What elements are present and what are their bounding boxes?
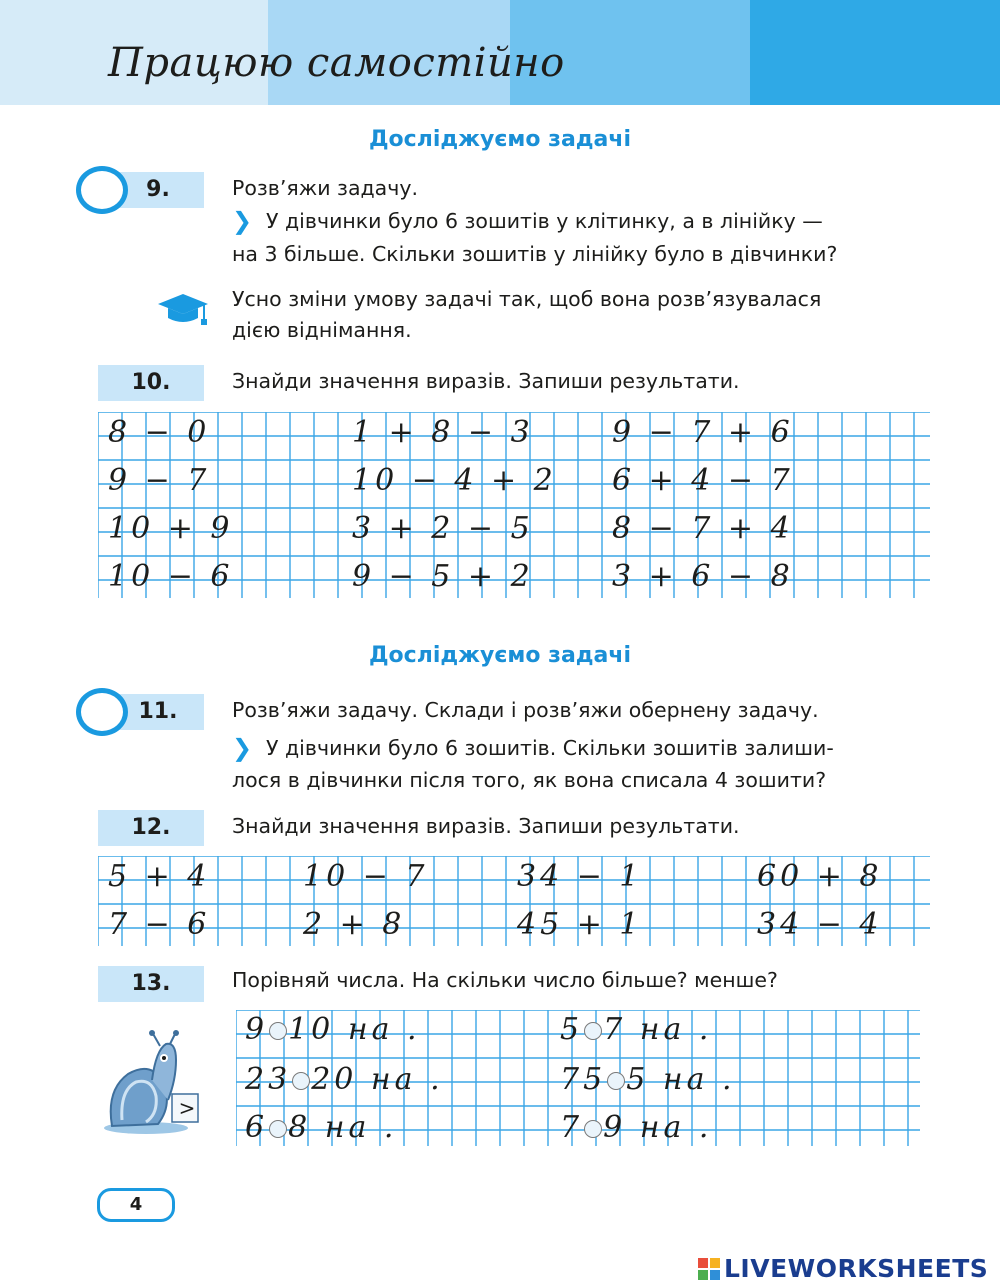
exercise-9-circle-icon bbox=[76, 166, 128, 214]
snail-mascot-icon bbox=[102, 1030, 202, 1136]
compare-row bbox=[560, 1062, 736, 1097]
ex12-expr: 5 + 4 bbox=[108, 859, 211, 894]
compare-suffix: на . bbox=[370, 1062, 444, 1097]
compare-right-number: 8 bbox=[288, 1110, 312, 1145]
liveworksheets-logo-icon bbox=[698, 1258, 720, 1280]
compare-right-number: 5 bbox=[626, 1062, 650, 1097]
exercise-11-line-1: Розв’яжи задачу. Склади і розв’яжи обернену задачу. bbox=[232, 698, 819, 722]
compare-suffix: на . bbox=[324, 1110, 398, 1145]
compare-left-number: 6 bbox=[245, 1110, 269, 1145]
compare-right-number: 10 bbox=[288, 1012, 335, 1047]
compare-circle[interactable] bbox=[269, 1022, 287, 1040]
exercise-13-instruction: Порівняй числа. На скільки число більше? менше? bbox=[232, 968, 778, 992]
ex10-expr: 3 + 6 − 8 bbox=[612, 559, 794, 594]
compare-right-number: 7 bbox=[603, 1012, 627, 1047]
ex10-expr: 8 − 0 bbox=[108, 415, 211, 450]
ex12-expr: 10 − 7 bbox=[303, 859, 429, 894]
ex12-expr: 45 + 1 bbox=[517, 907, 643, 942]
exercise-11-number: 11. bbox=[98, 694, 204, 730]
compare-suffix: на . bbox=[662, 1062, 736, 1097]
compare-suffix: на . bbox=[639, 1110, 713, 1145]
compare-circle[interactable] bbox=[607, 1072, 625, 1090]
ex12-expr: 7 − 6 bbox=[108, 907, 211, 942]
snail-sign: > bbox=[178, 1096, 196, 1120]
section-title-2: Досліджуємо задачі bbox=[368, 643, 632, 668]
compare-row bbox=[245, 1110, 397, 1145]
ex10-expr: 6 + 4 − 7 bbox=[612, 463, 794, 498]
chevron-right-icon: ❯ bbox=[232, 207, 253, 235]
exercise-9-line-3: на 3 більше. Скільки зошитів у лінійку було в дівчинки? bbox=[232, 242, 838, 266]
compare-left-number: 9 bbox=[245, 1012, 269, 1047]
exercise-12-instruction: Знайди значення виразів. Запиши результати. bbox=[232, 814, 740, 838]
exercise-13-number: 13. bbox=[98, 966, 204, 1002]
compare-row bbox=[560, 1110, 712, 1145]
ex10-expr: 10 − 6 bbox=[108, 559, 234, 594]
ex10-expr: 10 + 9 bbox=[108, 511, 234, 546]
ex10-expr: 10 − 4 + 2 bbox=[352, 463, 557, 498]
ex10-expr: 9 − 5 + 2 bbox=[352, 559, 534, 594]
ex10-expr: 8 − 7 + 4 bbox=[612, 511, 794, 546]
header-title: Працюю самостійно bbox=[108, 40, 565, 86]
compare-circle[interactable] bbox=[584, 1120, 602, 1138]
exercise-9-line-2: У дівчинки було 6 зошитів у клітинку, а в лінійку — bbox=[266, 209, 823, 233]
ex10-expr: 1 + 8 − 3 bbox=[352, 415, 534, 450]
compare-right-number: 9 bbox=[603, 1110, 627, 1145]
ex12-expr: 34 − 4 bbox=[757, 907, 883, 942]
section-title-1: Досліджуємо задачі bbox=[368, 127, 632, 152]
compare-row bbox=[560, 1012, 712, 1047]
compare-row bbox=[245, 1012, 421, 1047]
exercise-9-line-5: дією віднімання. bbox=[232, 318, 412, 342]
compare-circle[interactable] bbox=[292, 1072, 310, 1090]
ex12-expr: 34 − 1 bbox=[517, 859, 643, 894]
header-band-4 bbox=[750, 0, 1000, 105]
chevron-right-icon: ❯ bbox=[232, 734, 253, 762]
compare-suffix: на . bbox=[347, 1012, 421, 1047]
compare-circle[interactable] bbox=[584, 1022, 602, 1040]
exercise-9-line-4: Усно зміни умову задачі так, щоб вона розв’язувалася bbox=[232, 287, 822, 311]
compare-left-number: 23 bbox=[245, 1062, 292, 1097]
graduation-cap-icon bbox=[156, 290, 210, 328]
compare-left-number: 7 bbox=[560, 1110, 584, 1145]
exercise-11-line-3: лося в дівчинки після того, як вона списала 4 зошити? bbox=[232, 768, 827, 792]
compare-suffix: на . bbox=[639, 1012, 713, 1047]
exercise-11-circle-icon bbox=[76, 688, 128, 736]
exercise-9-number: 9. bbox=[98, 172, 204, 208]
exercise-9-line-1: Розв’яжи задачу. bbox=[232, 176, 419, 200]
compare-left-number: 75 bbox=[560, 1062, 607, 1097]
compare-row bbox=[245, 1062, 444, 1097]
compare-left-number: 5 bbox=[560, 1012, 584, 1047]
ex10-expr: 9 − 7 bbox=[108, 463, 211, 498]
exercise-11-line-2: У дівчинки було 6 зошитів. Скільки зошитів залиши- bbox=[266, 736, 834, 760]
exercise-10-number: 10. bbox=[98, 365, 204, 401]
brand-text: LIVEWORKSHEETS bbox=[724, 1254, 989, 1283]
compare-right-number: 20 bbox=[311, 1062, 358, 1097]
ex10-expr: 3 + 2 − 5 bbox=[352, 511, 534, 546]
exercise-12-number: 12. bbox=[98, 810, 204, 846]
page-number: 4 bbox=[97, 1188, 175, 1222]
ex12-expr: 2 + 8 bbox=[303, 907, 406, 942]
exercise-10-instruction: Знайди значення виразів. Запиши результати. bbox=[232, 369, 740, 393]
compare-circle[interactable] bbox=[269, 1120, 287, 1138]
ex12-expr: 60 + 8 bbox=[757, 859, 883, 894]
liveworksheets-brand[interactable] bbox=[698, 1254, 988, 1283]
ex10-expr: 9 − 7 + 6 bbox=[612, 415, 794, 450]
